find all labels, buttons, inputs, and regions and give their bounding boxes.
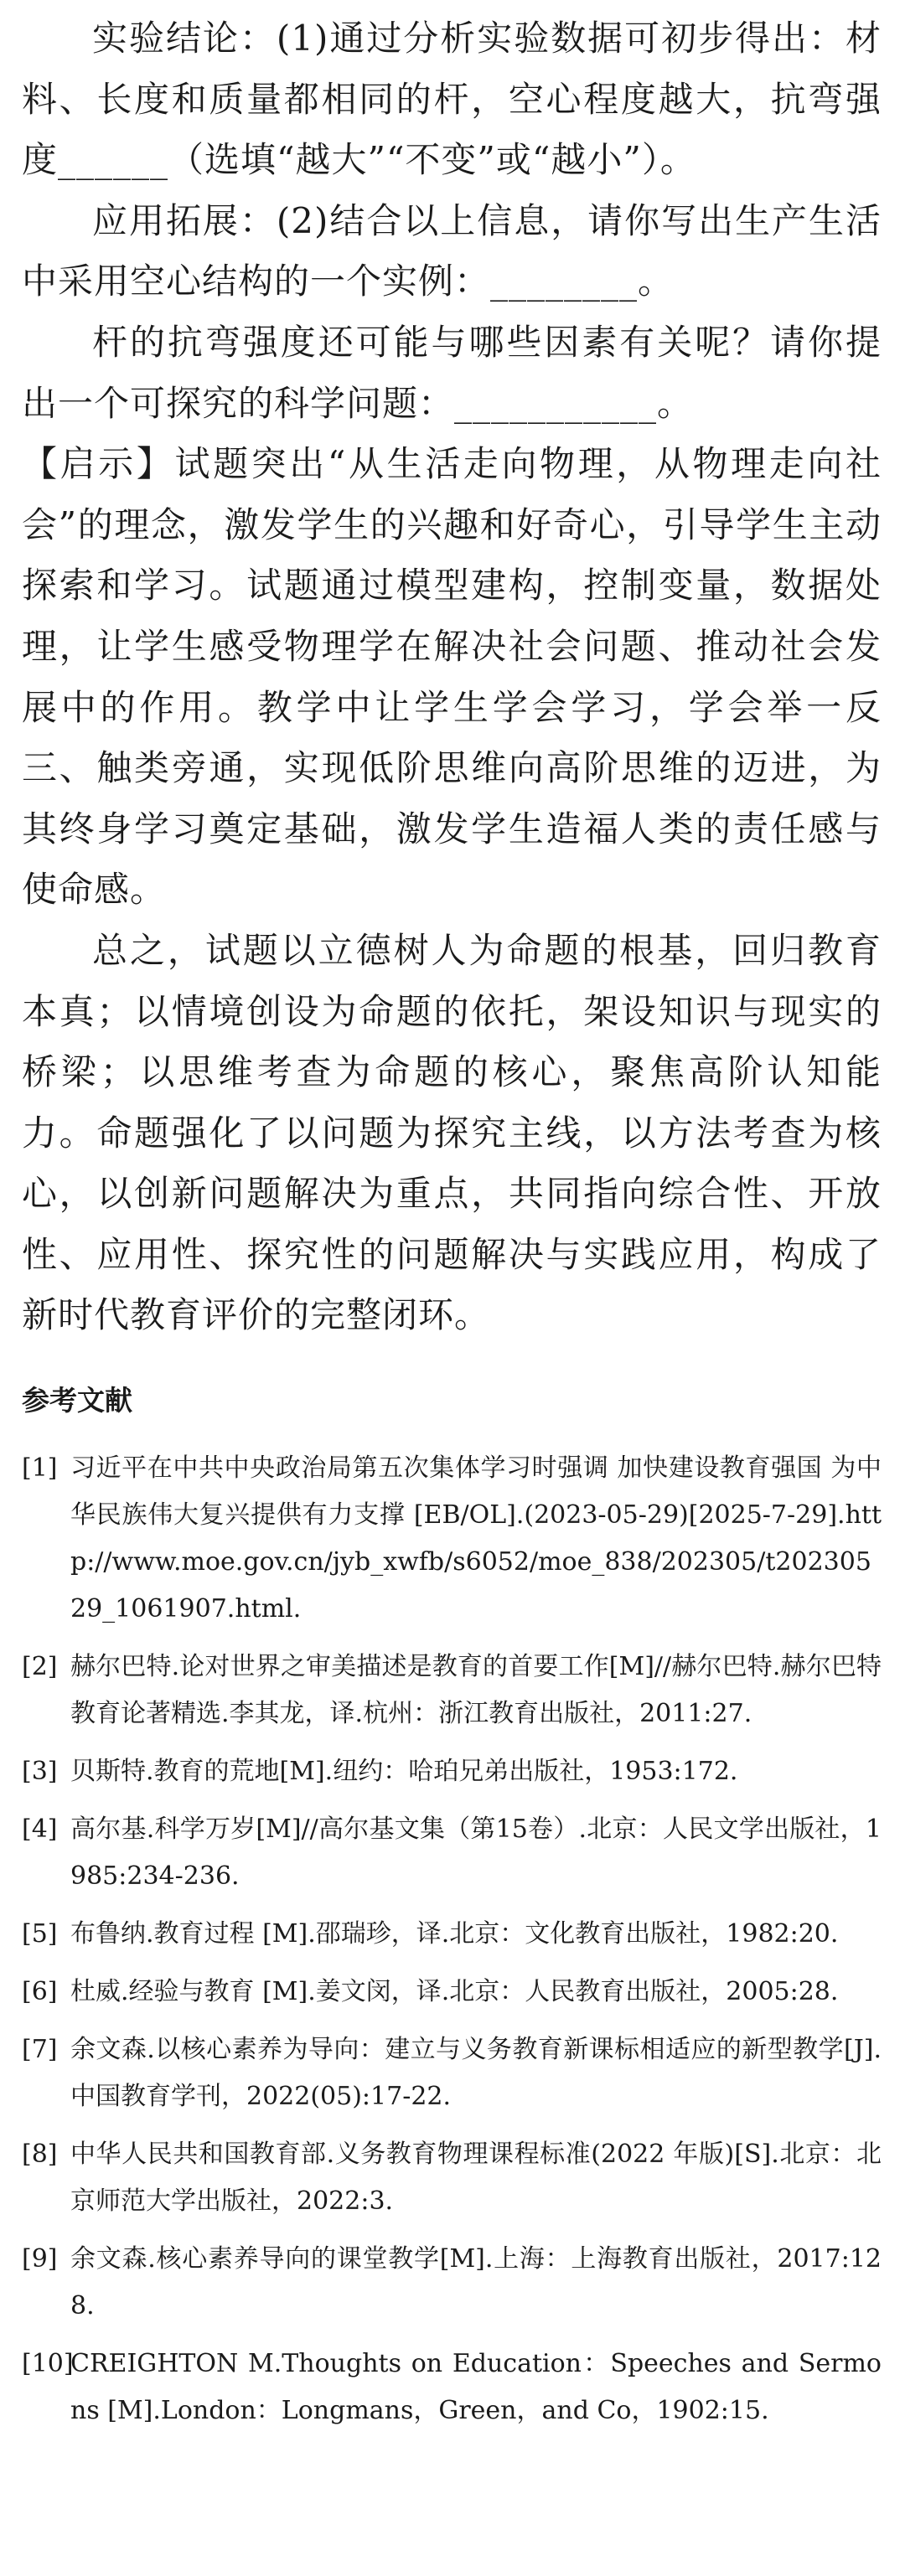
reference-item [22,1748,882,1795]
reference-text: 余文森.核心素养导向的课堂教学[M].上海：上海教育出版社，2017:128. [70,2244,882,2320]
paragraph-experiment-conclusion: 实验结论：(1)通过分析实验数据可初步得出：材料、长度和质量都相同的杆，空心程度越大，抗弯强度______（选填“越大”“不变”或“越小”）。 [22,18,882,181]
reference-item [22,2341,882,2434]
reference-number: [9] [22,2244,58,2274]
reference-text: 布鲁纳.教育过程 [M].邵瑞珍，译.北京：文化教育出版社，1982:20. [70,1919,839,1949]
body-text [22,8,882,1346]
reference-number: [3] [22,1757,58,1786]
reference-text: 中华人民共和国教育部.义务教育物理课程标准(2022 年版)[S].北京：北京师范大学出版社，2022:3. [70,2140,882,2216]
reference-text: 高尔基.科学万岁[M]//高尔基文集（第15卷）.北京：人民文学出版社，1985:234-236. [70,1815,882,1891]
reference-text: 赫尔巴特.论对世界之审美描述是教育的首要工作[M]//赫尔巴特.赫尔巴特教育论著精选.李其龙，译.杭州：浙江教育出版社，2011:27. [70,1652,882,1728]
reference-item [22,2026,882,2120]
reference-number: [5] [22,1919,58,1949]
reference-item [22,1911,882,1958]
reference-number: [8] [22,2140,58,2169]
reference-item [22,1644,882,1737]
references-heading: 参考文献 [22,1384,132,1417]
reference-number: [6] [22,1977,58,2006]
reference-number: [4] [22,1815,58,1844]
paragraph-summary: 总之，试题以立德树人为命题的根基，回归教育本真；以情境创设为命题的依托，架设知识与现实的桥梁；以思维考查为命题的核心，聚焦高阶认知能力。命题强化了以问题为探究主线，以方法考查为核心，以创新问题解决为重点，共同指向综合性、开放性、应用性、探究性的问题解决与实践应用，构成了新时代教育评价的完整闭环。 [22,929,882,1336]
paragraph-application-extension: 应用拓展：(2)结合以上信息，请你写出生产生活中采用空心结构的一个实例：________。 [22,199,882,302]
reference-number: [2] [22,1652,58,1681]
reference-text: 余文森.以核心素养为导向：建立与义务教育新课标相适应的新型教学[J].中国教育学刊，2022(05):17-22. [70,2035,882,2111]
reference-number: [10] [22,2349,74,2378]
reference-item [22,1969,882,2016]
paragraph-inspiration: 【启示】试题突出“从生活走向物理，从物理走向社会”的理念，激发学生的兴趣和好奇心，引导学生主动探索和学习。试题通过模型建构，控制变量，数据处理，让学生感受物理学在解决社会问题、推动社会发展中的作用。教学中让学生学会学习，学会举一反三、触类旁通，实现低阶思维向高阶思维的迈进，为其终身学习奠定基础，激发学生造福人类的责任感与使命感。 [22,443,882,911]
reference-number: [1] [22,1453,58,1483]
reference-item [22,1445,882,1633]
paragraph-scientific-question: 杆的抗弯强度还可能与哪些因素有关呢？请你提出一个可探究的科学问题：___________。 [22,321,882,424]
reference-number: [7] [22,2035,58,2064]
reference-item [22,2236,882,2330]
reference-item [22,1806,882,1900]
reference-text: 习近平在中共中央政治局第五次集体学习时强调 加快建设教育强国 为中华民族伟大复兴提供有力支撑 [EB/OL].(2023-05-29)[2025-7-29].http://www.moe.gov.cn/jyb_xwfb/s6052/moe_838/202305/t20230529_1061907.html. [70,1453,882,1624]
reference-text: 贝斯特.教育的荒地[M].纽约：哈珀兄弟出版社，1953:172. [70,1757,738,1786]
reference-text: 杜威.经验与教育 [M].姜文闵，译.北京：人民教育出版社，2005:28. [70,1977,839,2006]
reference-text: CREIGHTON M.Thoughts on Education：Speeches and Sermons [M].London：Longmans，Green，and Co，1902:15. [70,2349,882,2425]
references-list [22,1445,882,2445]
reference-item [22,2131,882,2225]
